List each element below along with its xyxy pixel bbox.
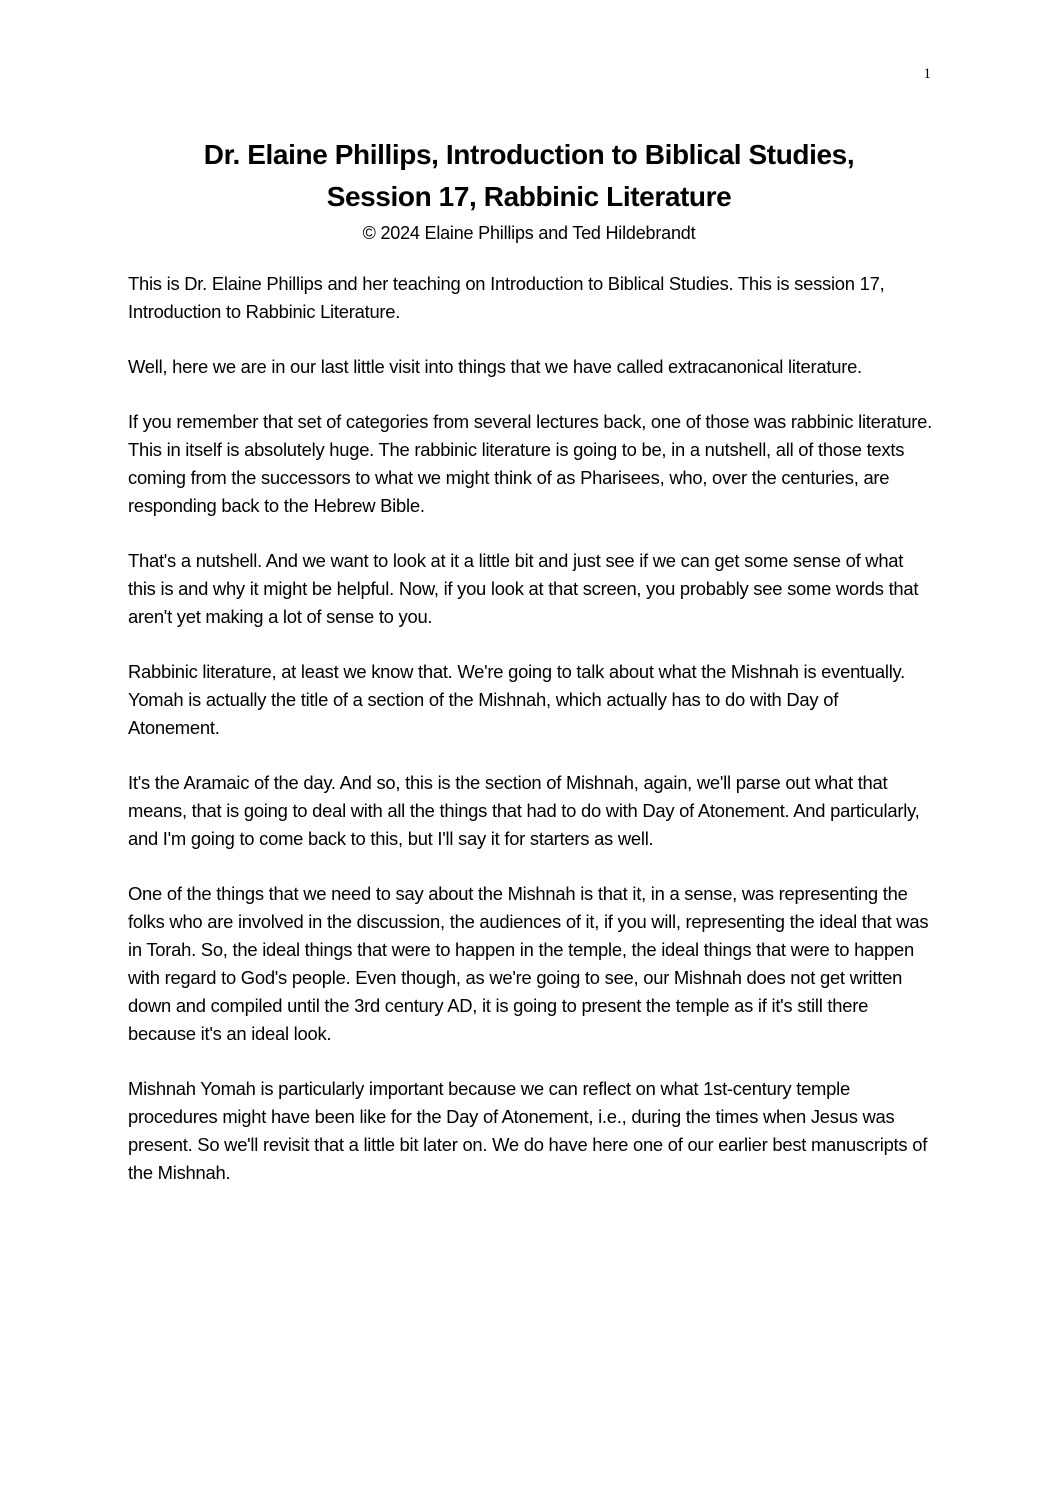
page-number: 1 xyxy=(923,66,931,82)
paragraph-3: If you remember that set of categories from several lectures back, one of those was rabbinic literature. This in itself is absolutely huge. The rabbinic literature is going to be, in a nutshell, all of those texts coming from the successors to what we might think of as Pharisees, who, over the centuries, are responding back to the Hebrew Bible. xyxy=(128,411,933,516)
title-line-2: Session 17, Rabbinic Literature xyxy=(326,181,732,212)
paragraph-7: One of the things that we need to say about the Mishnah is that it, in a sense, was representing the folks who are involved in the discussion, the audiences of it, if you will, representing the ideal that was in Torah. So, the ideal things that were to happen in the temple, the ideal things that were to happen with regard to God's people. Even though, as we're going to see, our Mishnah does not get written down and compiled until the 3rd century AD, it is going to present the temple as if it's still there because it's an ideal look. xyxy=(128,883,929,1044)
paragraph-5: Rabbinic literature, at least we know that. We're going to talk about what the Mishnah is eventually. Yomah is actually the title of a section of the Mishnah, which actually has to do with Day of Atonement. xyxy=(128,661,905,738)
copyright-notice: © 2024 Elaine Phillips and Ted Hildebrandt xyxy=(362,223,696,243)
title-line-1: Dr. Elaine Phillips, Introduction to Biblical Studies, xyxy=(203,139,855,170)
paragraph-1: This is Dr. Elaine Phillips and her teaching on Introduction to Biblical Studies. This is session 17, Introduction to Rabbinic Literature. xyxy=(128,273,885,322)
document-title xyxy=(110,134,948,218)
paragraph-2: Well, here we are in our last little visit into things that we have called extracanonical literature. xyxy=(128,356,862,377)
paragraph-4: That's a nutshell. And we want to look at it a little bit and just see if we can get some sense of what this is and why it might be helpful. Now, if you look at that screen, you probably see some words that aren't yet making a lot of sense to you. xyxy=(128,550,919,627)
document-body xyxy=(128,270,933,1214)
paragraph-8: Mishnah Yomah is particularly important because we can reflect on what 1st-century temple procedures might have been like for the Day of Atonement, i.e., during the times when Jesus was present. So we'll revisit that a little bit later on. We do have here one of our earlier best manuscripts of the Mishnah. xyxy=(128,1078,928,1183)
paragraph-6: It's the Aramaic of the day. And so, this is the section of Mishnah, again, we'll parse out what that means, that is going to deal with all the things that had to do with Day of Atonement. And particularly, and I'm going to come back to this, but I'll say it for starters as well. xyxy=(128,772,920,849)
document-header xyxy=(110,134,948,248)
